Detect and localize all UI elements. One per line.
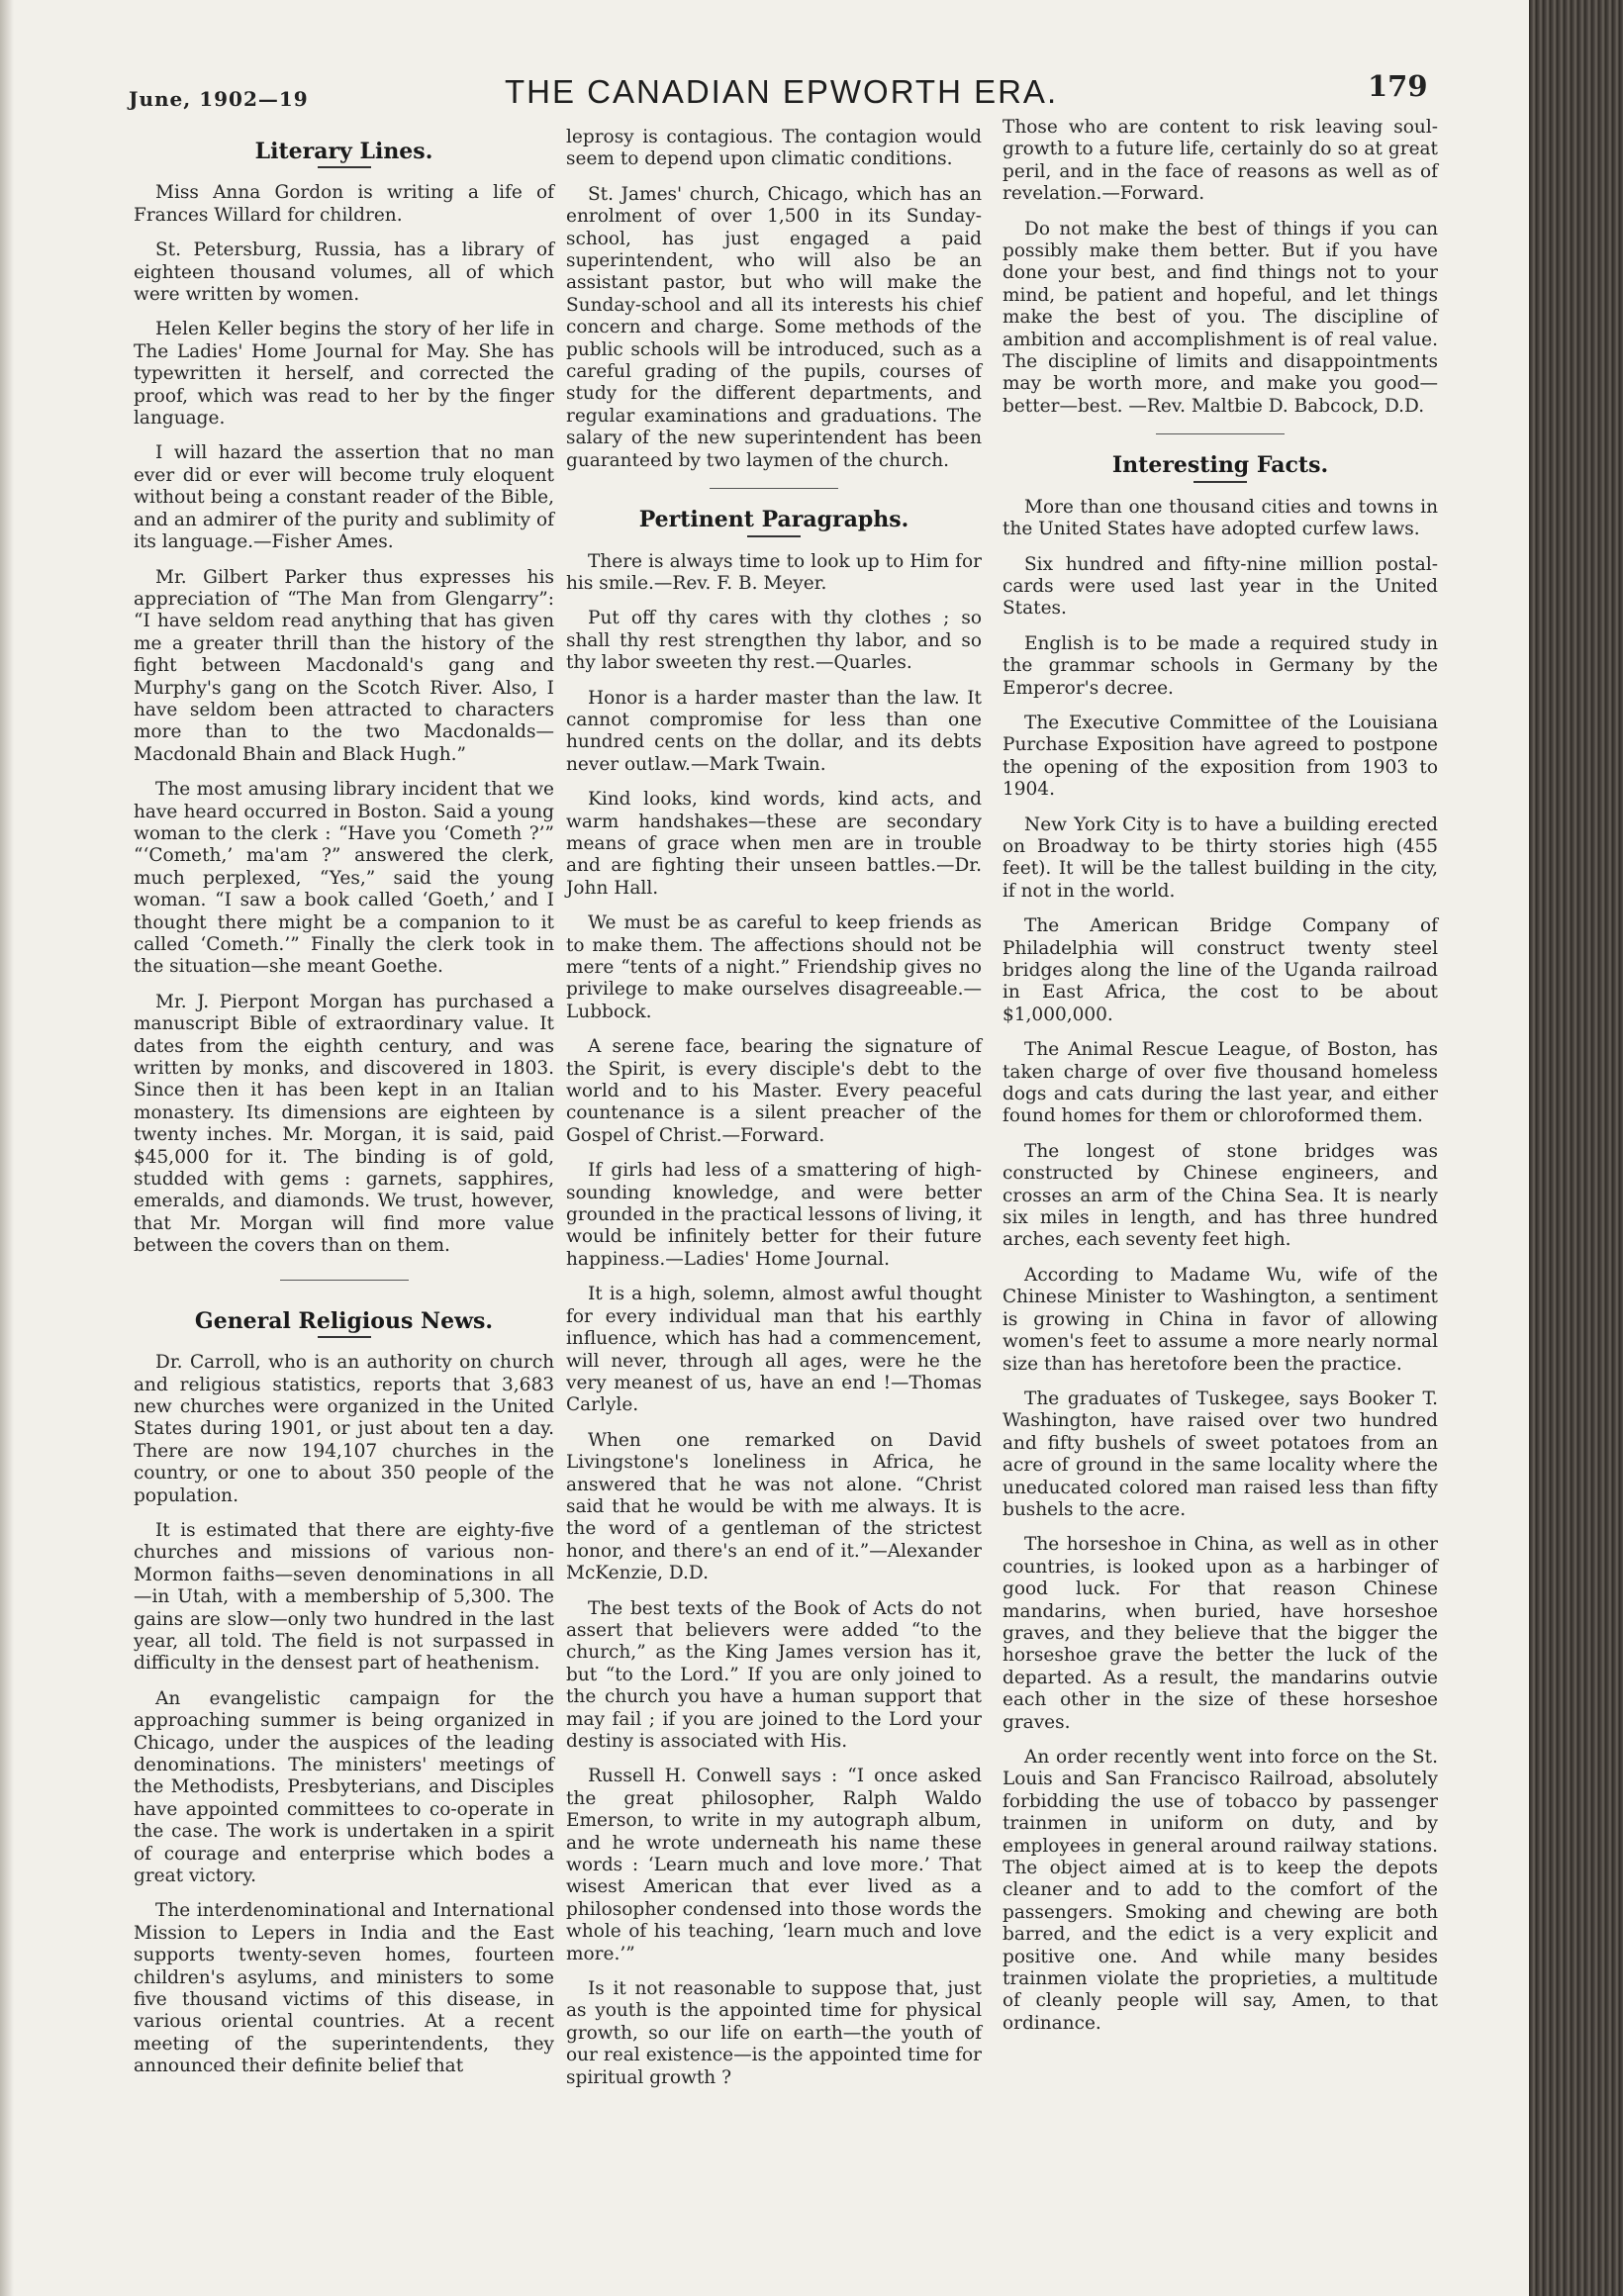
paragraph: Do not make the best of things if you can possibly make them better. But if you have done your best, and find things not to your mind, be patient and hopeful, and let things make the best of you. The discipline of ambition and accomplishment is of real value. The discipline of limits and disappointments may be worth more, and make you good—better—best. —Rev. Maltbie D. Babcock, D.D. (1002, 218, 1438, 417)
paragraph: More than one thousand cities and towns in the United States have adopted curfew laws. (1002, 496, 1438, 540)
paragraph: St. James' church, Chicago, which has an enrolment of over 1,500 in its Sunday-school, has just engaged a paid superintendent, who will also be an assistant pastor, but who will make the Sunday-school and all its interests his chief concern and charge. Some methods of the public schools will be introduced, such as a careful grading of the pupils, courses of study for the different departments, and regular examinations and graduations. The salary of the new superintendent has been guaranteed by two laymen of the church. (566, 183, 982, 471)
paragraph: Mr. J. Pierpont Morgan has purchased a manuscript Bible of extraordinary value. It dates from the eighth century, and was written by monks, and discovered in 1803. Since then it has been kept in an Italian monastery. Its dimensions are eighteen by twenty inches. Mr. Morgan, it is said, paid $45,000 for it. The binding is of gold, studded with gems : garnets, sapphires, emeralds, and diamonds. We trust, however, that Mr. Morgan will find more value between the covers than on them. (134, 991, 554, 1257)
section-heading-general-religious-news: General Religious News. (194, 1307, 494, 1334)
paragraph: The American Bridge Company of Philadelphia will construct twenty steel bridges along the line of the Uganda railroad in East Africa, the cost to be about $1,000,000. (1002, 915, 1438, 1025)
paragraph: If girls had less of a smattering of high-sounding knowledge, and were better grounded in the practical lessons of living, it would be infinitely better for their future happiness.—Ladies' Home Journal. (566, 1160, 982, 1270)
paragraph: Those who are content to risk leaving soul-growth to a future life, certainly do so at great peril, and in the face of reasons as well as of revelation.—Forward. (1002, 117, 1438, 205)
paragraph: St. Petersburg, Russia, has a library of eighteen thousand volumes, all of which were written by women. (134, 239, 554, 306)
paragraph: It is a high, solemn, almost awful thought for every individual man that his earthly influence, which has had a commencement, will never, through all ages, were he the very meanest of us, have an end !—Thomas Carlyle. (566, 1284, 982, 1416)
paragraph: An evangelistic campaign for the approaching summer is being organized in Chicago, under the auspices of the leading denominations. The ministers' meetings of the Methodists, Presbyterians, and Disciples have appointed committees to co-operate in the case. The work is undertaken in a spirit of courage and enterprise which bodes a great victory. (134, 1687, 554, 1887)
paragraph: It is estimated that there are eighty-five churches and missions of various non-Mormon faiths—seven denominations in all—in Utah, with a membership of 5,300. The gains are slow—only two hundred in the last year, all told. The field is not surpassed in difficulty in the densest part of heathenism. (134, 1519, 554, 1674)
paragraph: The Animal Rescue League, of Boston, has taken charge of over five thousand homeless dogs and cats during the last year, and either found homes for them or chloroformed them. (1002, 1039, 1438, 1127)
paragraph: The Executive Committee of the Louisiana Purchase Exposition have agreed to postpone the opening of the exposition from 1903 to 1904. (1002, 712, 1438, 801)
paragraph: I will hazard the assertion that no man ever did or ever will become truly eloquent without being a constant reader of the Bible, and an admirer of the purity and sublimity of its language.—Fisher Ames. (134, 442, 554, 553)
section-divider (1156, 433, 1285, 434)
paragraph: Russell H. Conwell says : “I once asked the great philosopher, Ralph Waldo Emerson, to write in my autograph album, and he wrote underneath his name these words : ‘Learn much and love more.’ That wisest American that ever lived as a philosopher condensed into those words the whole of his teaching, ‘learn much and love more.’” (566, 1766, 982, 1964)
paragraph: Honor is a harder master than the law. It cannot compromise for less than one hundred cents on the dollar, and its debts never outlaw.—Mark Twain. (566, 687, 982, 775)
paragraph: leprosy is contagious. The contagion would seem to depend upon climatic conditions. (566, 127, 982, 170)
issue-date: June, 1902—19 (129, 87, 309, 111)
paragraph: The most amusing library incident that we have heard occurred in Boston. Said a young woman to the clerk : “Have you ‘Cometh ?’” “‘Cometh,’ ma'am ?” answered the clerk, much perplexed, “Yes,” said the young woman. “I saw a book called ‘Goeth,’ and I thought there might be a companion to it called ‘Cometh.’” Finally the clerk took in the situation—she meant Goethe. (134, 779, 554, 978)
paragraph: Miss Anna Gordon is writing a life of Frances Willard for children. (134, 182, 554, 226)
section-heading-pertinent-paragraphs: Pertinent Paragraphs. (638, 507, 909, 533)
book-binding-edge (1529, 0, 1623, 2296)
column-3 (1002, 117, 1438, 2048)
paragraph: When one remarked on David Livingstone's loneliness in Africa, he answered that he was not alone. “Christ said that he would be with me always. It is the word of a gentleman of the strictest honor, and there's an end of it.”—Alexander McKenzie, D.D. (566, 1429, 982, 1584)
paragraph: Put off thy cares with thy clothes ; so shall thy rest strengthen thy labor, and so thy labor sweeten thy rest.—Quarles. (566, 608, 982, 674)
paragraph: We must be as careful to keep friends as to make them. The affections should not be mere “tents of a night.” Friendship gives no privilege to make ourselves disagreeable.—Lubbock. (566, 912, 982, 1022)
paragraph: The best texts of the Book of Acts do not assert that believers were added “to the church,” as the King James version has it, but “to the Lord.” If you are only joined to the church you have a human support that may fail ; if you are joined to the Lord your destiny is associated with His. (566, 1597, 982, 1752)
column-2 (566, 127, 982, 2102)
paragraph: An order recently went into force on the St. Louis and San Francisco Railroad, absolutely forbidding the use of tobacco by passenger trainmen in uniform on duty, and by employees in general around railway stations. The object aimed at is to keep the depots cleaner and to add to the comfort of the passengers. Smoking and chewing are both barred, and the edict is a very explicit and positive one. And while many besides trainmen violate the proprieties, a multitude of cleanly people will say, Amen, to that ordinance. (1002, 1747, 1438, 2034)
heading-rule (318, 166, 371, 168)
publication-title: THE CANADIAN EPWORTH ERA. (505, 73, 1059, 110)
heading-rule (747, 535, 801, 537)
section-divider (280, 1280, 409, 1281)
paragraph: The longest of stone bridges was constructed by Chinese engineers, and crosses an arm of the China Sea. It is nearly six miles in length, and has three hundred arches, each seventy feet high. (1002, 1140, 1438, 1251)
paragraph: Is it not reasonable to suppose that, just as youth is the appointed time for physical growth, so our life on earth—the youth of our real existence—is the appointed time for spiritual growth ? (566, 1978, 982, 2088)
paragraph: The horseshoe in China, as well as in other countries, is looked upon as a harbinger of good luck. For that reason Chinese mandarins, when buried, have horseshoe graves, and they believe that the bigger the horseshoe grave the better the luck of the departed. As a result, the mandarins outvie each other in the size of these horseshoe graves. (1002, 1534, 1438, 1733)
page-gutter-shadow (0, 0, 14, 2296)
paragraph: A serene face, bearing the signature of the Spirit, is every disciple's debt to the world and to his Master. Every peaceful countenance is a silent preacher of the Gospel of Christ.—Forward. (566, 1036, 982, 1146)
column-1 (134, 141, 554, 2091)
section-divider (710, 488, 838, 489)
paragraph: Kind looks, kind words, kind acts, and warm handshakes—these are secondary means of grace when men are in trouble and are fighting their unseen battles.—Dr. John Hall. (566, 789, 982, 899)
paragraph: The graduates of Tuskegee, says Booker T. Washington, have raised over two hundred and fifty bushels of sweet potatoes from an acre of ground in the same locality where the uneducated colored man raised less than fifty bushels to the acre. (1002, 1387, 1438, 1520)
paragraph: Dr. Carroll, who is an authority on church and religious statistics, reports that 3,683 new churches were organized in the United States during 1901, or just about ten a day. There are now 194,107 churches in the country, or one to about 350 people of the population. (134, 1352, 554, 1506)
paragraph: There is always time to look up to Him for his smile.—Rev. F. B. Meyer. (566, 550, 982, 594)
heading-rule (318, 1336, 371, 1338)
paragraph: Six hundred and fifty-nine million postal-cards were used last year in the United States. (1002, 553, 1438, 620)
paragraph: According to Madame Wu, wife of the Chinese Minister to Washington, a sentiment is growing in China in favor of allowing women's feet to assume a more nearly normal size than has heretofore been the practice. (1002, 1264, 1438, 1375)
section-heading-interesting-facts: Interesting Facts. (1111, 452, 1329, 479)
section-heading-literary-lines: Literary Lines. (254, 139, 433, 164)
page-number: 179 (1368, 69, 1428, 103)
heading-rule (1193, 481, 1247, 483)
paragraph: English is to be made a required study in the grammar schools in Germany by the Emperor's decree. (1002, 632, 1438, 699)
paragraph: The interdenominational and International Mission to Lepers in India and the East supports twenty-seven homes, fourteen children's asylums, and ministers to some five thousand victims of this disease, in various oriental countries. At a recent meeting of the superintendents, they announced their definite belief that (134, 1900, 554, 2077)
paragraph: Mr. Gilbert Parker thus expresses his appreciation of “The Man from Glengarry”: “I have seldom read anything that has given me a greater thrill than the history of the fight between Macdonald's gang and Murphy's gang on the Scotch River. Also, I have seldom been attracted to characters more than to the two Macdonalds—Macdonald Bhain and Black Hugh.” (134, 566, 554, 765)
paragraph: Helen Keller begins the story of her life in The Ladies' Home Journal for May. She has typewritten it herself, and corrected the proof, which was read to her by the finger language. (134, 319, 554, 430)
paragraph: New York City is to have a building erected on Broadway to be thirty stories high (455 feet). It will be the tallest building in the city, if not in the world. (1002, 813, 1438, 902)
